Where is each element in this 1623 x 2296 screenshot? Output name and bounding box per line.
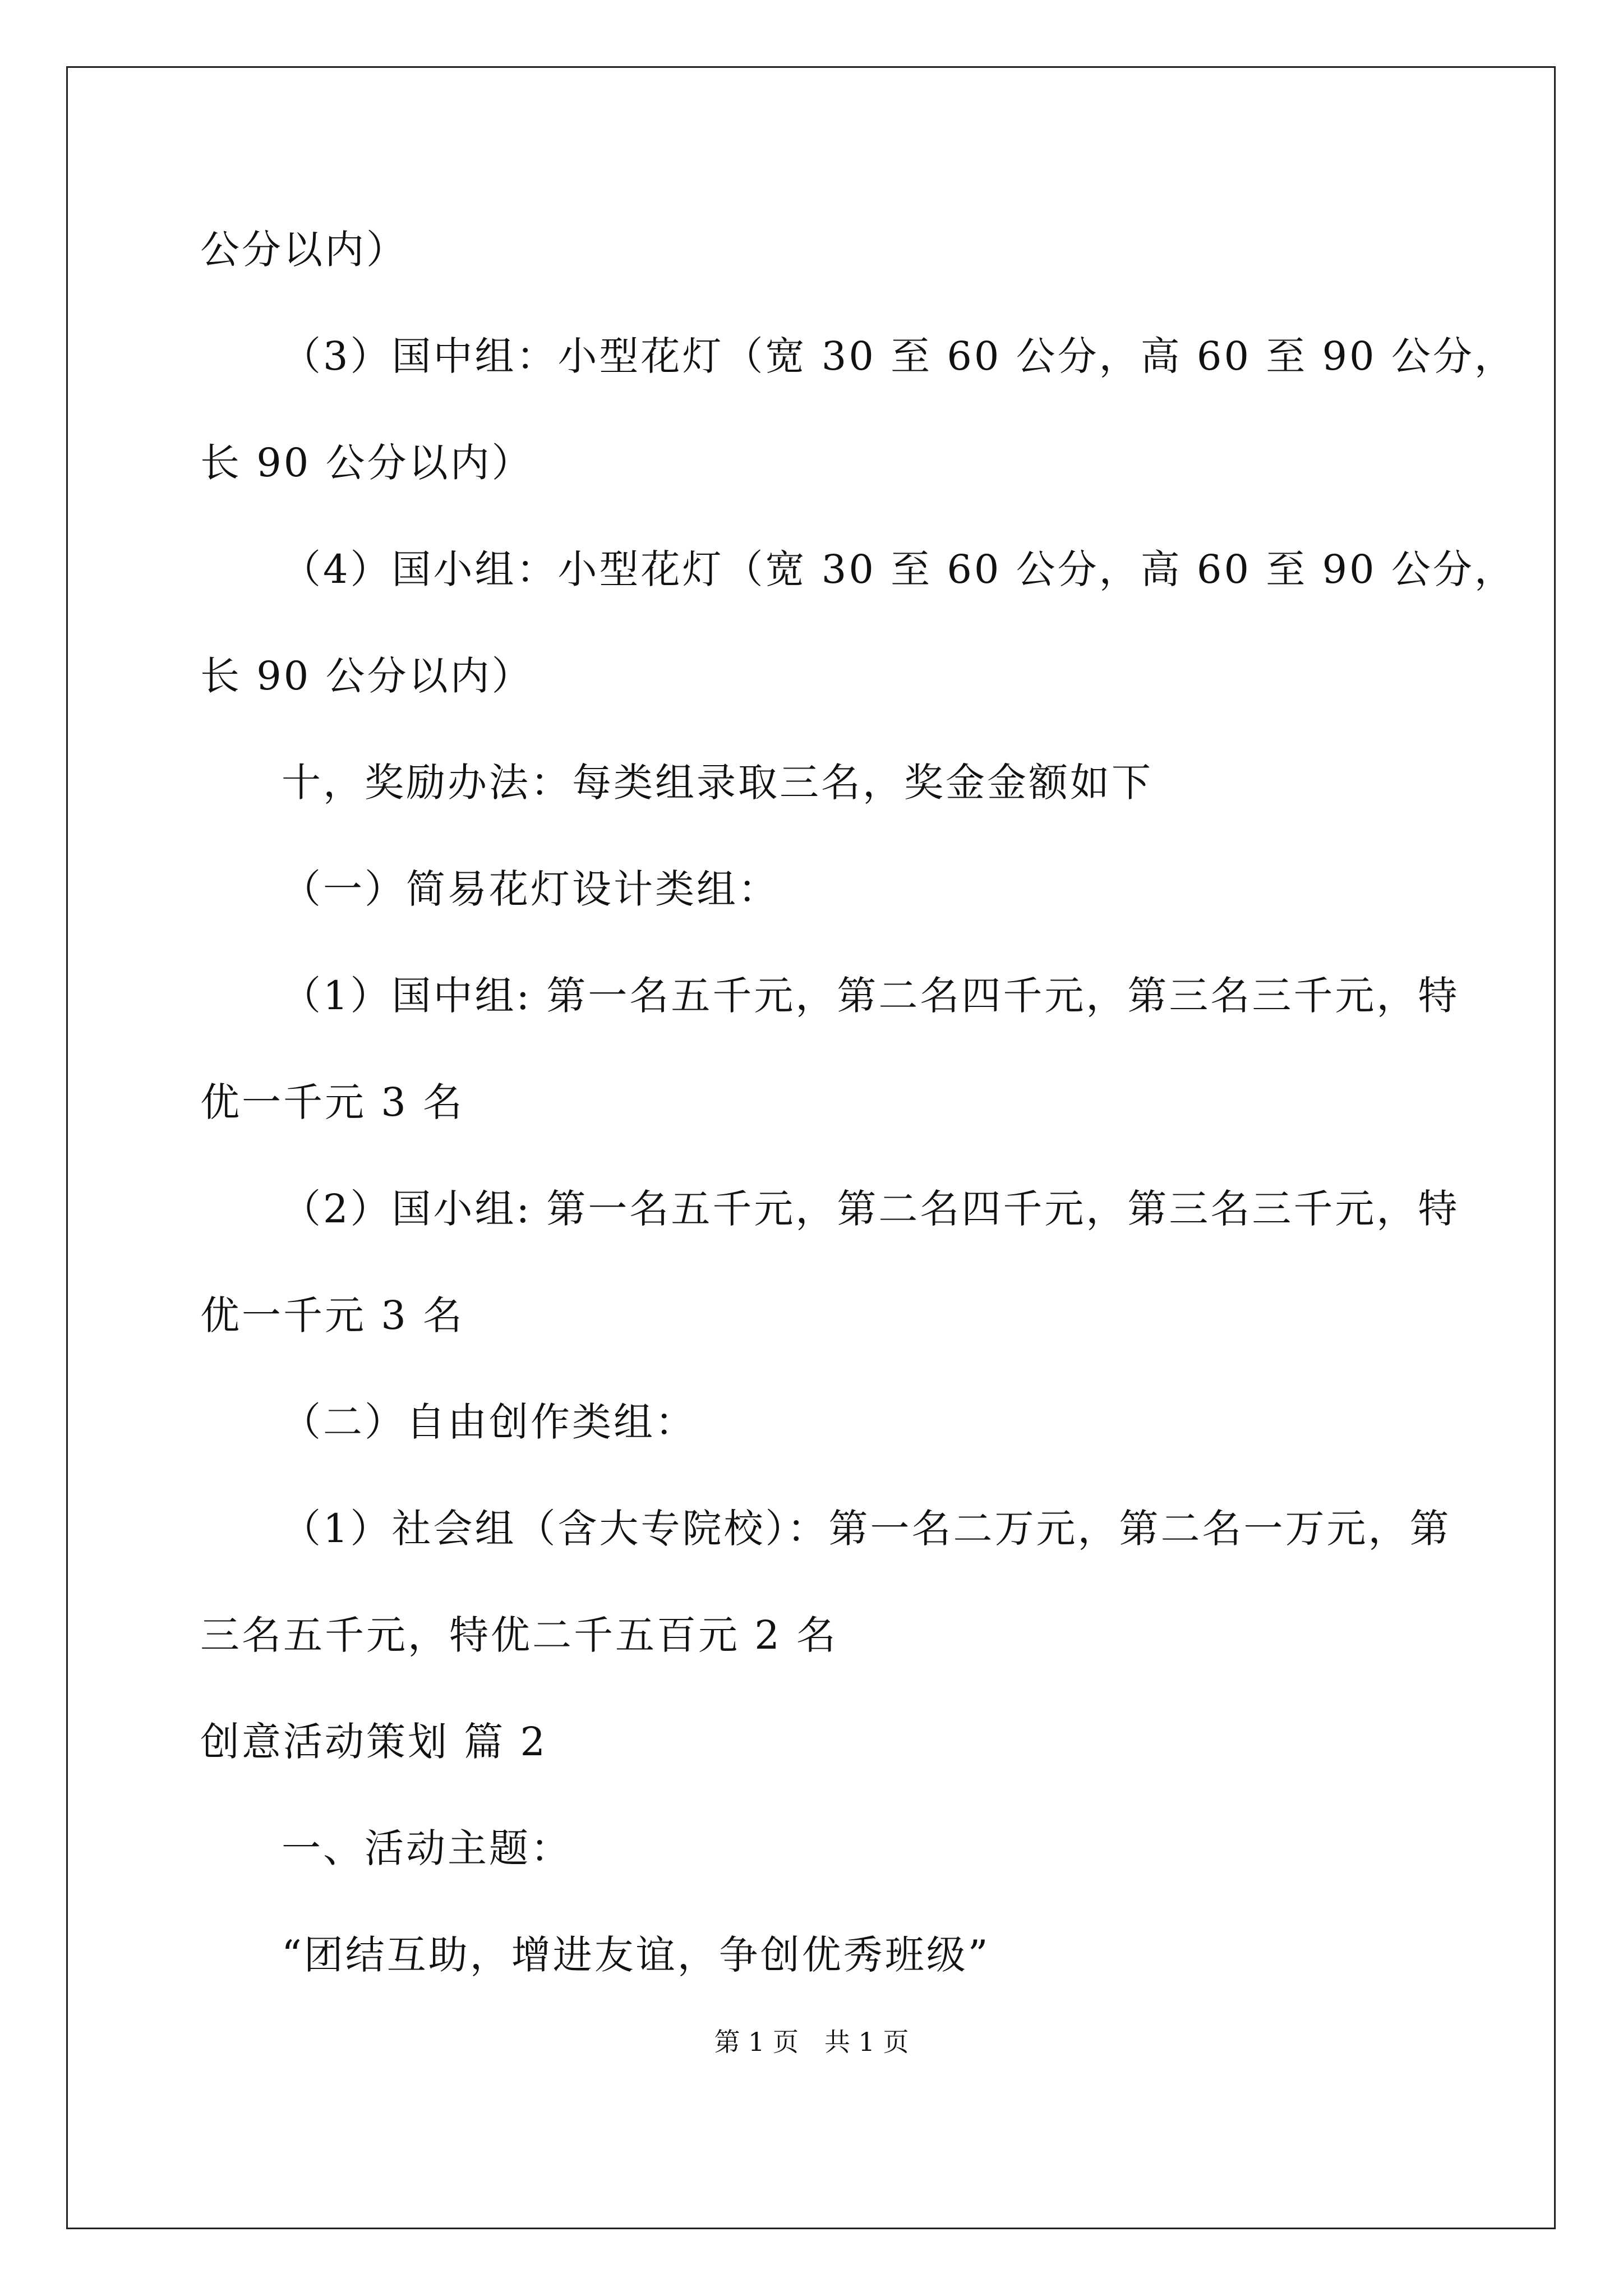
page-border bbox=[66, 66, 1556, 2229]
section-heading: 创意活动策划 篇 2 bbox=[200, 1719, 548, 1765]
text-line: （4）国小组：小型花灯（宽 30 至 60 公分，高 60 至 90 公分， bbox=[282, 546, 1516, 592]
text-line: （二）自由创作类组： bbox=[282, 1399, 697, 1445]
text-line: 长 90 公分以内） bbox=[200, 653, 533, 699]
text-line: 优一千元 3 名 bbox=[200, 1079, 465, 1125]
text-line: （1）国中组: 第一名五千元，第二名四千元，第三名三千元，特 bbox=[282, 973, 1460, 1019]
text-line: （3）国中组：小型花灯（宽 30 至 60 公分，高 60 至 90 公分， bbox=[282, 333, 1516, 379]
text-line: 公分以内） bbox=[200, 227, 408, 273]
text-line: 十，奖励办法：每类组录取三名，奖金金额如下 bbox=[282, 760, 1153, 806]
text-line: “团结互助，增进友谊，争创优秀班级” bbox=[282, 1932, 990, 1978]
text-line: （1）社会组（含大专院校）：第一名二万元，第二名一万元，第 bbox=[282, 1506, 1451, 1552]
text-line: 一、活动主题： bbox=[282, 1825, 572, 1871]
text-line: 优一千元 3 名 bbox=[200, 1292, 465, 1338]
text-line: （2）国小组: 第一名五千元，第二名四千元，第三名三千元，特 bbox=[282, 1186, 1460, 1232]
text-line: （一）简易花灯设计类组： bbox=[282, 866, 780, 912]
text-line: 长 90 公分以内） bbox=[200, 440, 533, 486]
text-line: 三名五千元，特优二千五百元 2 名 bbox=[200, 1612, 838, 1658]
page-footer: 第 1 页 共 1 页 bbox=[714, 2027, 909, 2057]
